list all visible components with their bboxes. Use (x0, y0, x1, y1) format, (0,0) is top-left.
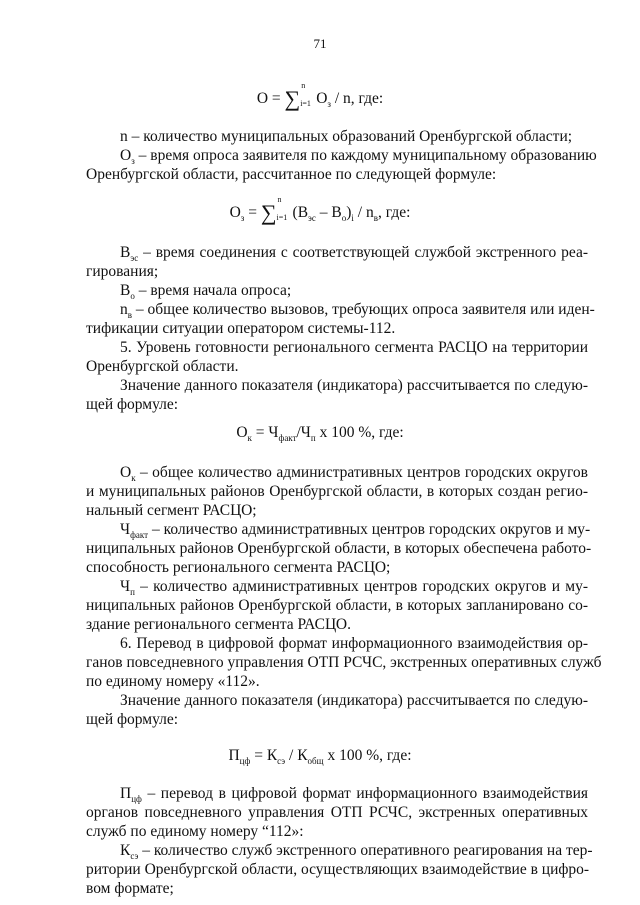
term-subscript: к (131, 473, 136, 484)
formula-var: П (228, 747, 240, 764)
sum-symbol: ∑ (260, 200, 277, 225)
formula-subscript: з (327, 99, 331, 110)
formula-tail: / n, где: (330, 90, 384, 107)
formula-part: – В (315, 204, 342, 221)
text-line: ритории Оренбургской области, осуществляющих взаимодействие в цифро- (86, 861, 590, 878)
term: Ч (120, 578, 131, 595)
term-subscript: з (131, 156, 135, 167)
text-line: вом формате; (86, 880, 174, 897)
term-subscript: в (127, 310, 132, 321)
text-line: служб по единому номеру “112»: (86, 823, 304, 840)
formula-average-time (0, 81, 640, 112)
formula-subscript: сэ (277, 756, 286, 767)
term-definition: – количество служб экстренного оперативного реагирования на тер- (138, 842, 593, 859)
section-heading: 6. Перевод в цифровой формат информационного взаимодействия ор- (120, 635, 588, 652)
sum-lower-limit: i=1 (300, 99, 311, 108)
text-line: n – количество муниципальных образований Оренбургской области; (120, 128, 573, 145)
term-subscript: эс (130, 253, 139, 264)
formula-part: /Ч (296, 424, 311, 441)
term: n (120, 301, 128, 318)
formula-part: (В (292, 204, 309, 221)
text-line: Значение данного показателя (индикатора) рассчитывается по следую- (120, 692, 588, 709)
term-definition: – количество административных центров городских округов и му- (148, 521, 591, 538)
text-line: органов повседневного управления ОТП РСЧС, экстренных оперативных (86, 804, 588, 821)
text-line (120, 244, 588, 267)
sum-symbol: ∑ (284, 86, 301, 111)
formula-readiness (0, 424, 640, 443)
text-line: тификации ситуации оператором системы-112. (86, 320, 396, 337)
text-line: Оренбургской области. (86, 358, 239, 375)
formula-tail: х 100 %, где: (315, 424, 404, 441)
text-line: ниципальных районов Оренбургской области, в которых запланировано со- (86, 597, 588, 614)
text-line: ниципальных районов Оренбургской области, в которых обеспечена работо- (86, 540, 592, 557)
term: В (120, 282, 131, 299)
text-line: способность регионального сегмента РАСЦО; (86, 559, 391, 576)
section-heading: 5. Уровень готовности регионального сегмента РАСЦО на территории (120, 339, 588, 356)
text-line: гирования; (86, 263, 159, 280)
term-subscript: цф (131, 794, 142, 805)
term: О (120, 147, 132, 164)
sum-upper-limit: n (277, 195, 282, 204)
text-line: и муниципальных районов Оренбургской области, в которых создан регио- (86, 483, 588, 500)
formula-eq: = (244, 204, 261, 221)
formula-tail: , где: (377, 204, 411, 221)
term: Ч (120, 521, 131, 538)
sum-upper-limit: n (301, 81, 306, 90)
formula-subscript: п (310, 433, 316, 444)
text-line: нальный сегмент РАСЦО; (86, 502, 257, 519)
text-line: Значение данного показателя (индикатора) рассчитывается по следую- (120, 377, 588, 394)
formula-subscript: цф (239, 756, 251, 767)
formula-subscript: эс (308, 213, 316, 224)
formula-part: = Ч (251, 424, 279, 441)
term-subscript: п (130, 587, 135, 598)
formula-var: О (229, 204, 241, 221)
term-definition: – время соединения с соответствующей службой экстренного реа- (138, 244, 588, 261)
text-line: здание регионального сегмента РАСЦО. (86, 616, 351, 633)
page-number: 71 (313, 36, 327, 51)
formula-var: O (316, 90, 328, 107)
formula-part: / К (285, 747, 308, 764)
formula-lhs: O = (256, 90, 285, 107)
term-definition: – время начала опроса; (134, 282, 292, 299)
term: К (120, 842, 131, 859)
term-definition: – время опроса заявителя по каждому муниципальному образованию (134, 147, 597, 164)
formula-request-time (0, 195, 640, 226)
formula-part: ) (346, 204, 352, 221)
term-definition: – общее количество вызовов, требующих опроса заявителя или иден- (132, 301, 595, 318)
formula-tail: х 100 %, где: (323, 747, 412, 764)
formula-subscript: к (247, 433, 252, 444)
sum-lower-limit: i=1 (276, 213, 288, 222)
formula-subscript: о (341, 213, 347, 224)
text-line: щей формуле: (86, 711, 179, 728)
term-definition: – общее количество административных центров городских округов (135, 464, 588, 481)
formula-subscript: факт (278, 433, 297, 444)
formula-digital-transfer (0, 747, 640, 766)
term: П (120, 785, 132, 802)
text-line: по единому номеру «112». (86, 673, 260, 690)
term-subscript: о (130, 291, 135, 302)
term-definition: – перевод в цифровой формат информационного взаимодействия (141, 785, 588, 802)
term-subscript: сэ (130, 851, 139, 862)
formula-part: = К (250, 747, 278, 764)
formula-var: О (236, 424, 248, 441)
text-line: щей формуле: (86, 396, 179, 413)
term-definition: – количество административных центров городских округов и му- (134, 578, 588, 595)
text-line: Оренбургской области, рассчитанное по следующей формуле: (86, 166, 497, 183)
formula-part: / n (353, 204, 374, 221)
term: О (120, 464, 132, 481)
text-line: ганов повседневного управления ОТП РСЧС, экстренных оперативных служб (86, 654, 602, 671)
formula-subscript: i (351, 213, 354, 224)
term-subscript: факт (130, 530, 149, 541)
formula-subscript: з (240, 213, 245, 224)
formula-subscript: в (373, 213, 378, 224)
formula-subscript: общ (307, 756, 324, 767)
term: В (120, 244, 131, 261)
